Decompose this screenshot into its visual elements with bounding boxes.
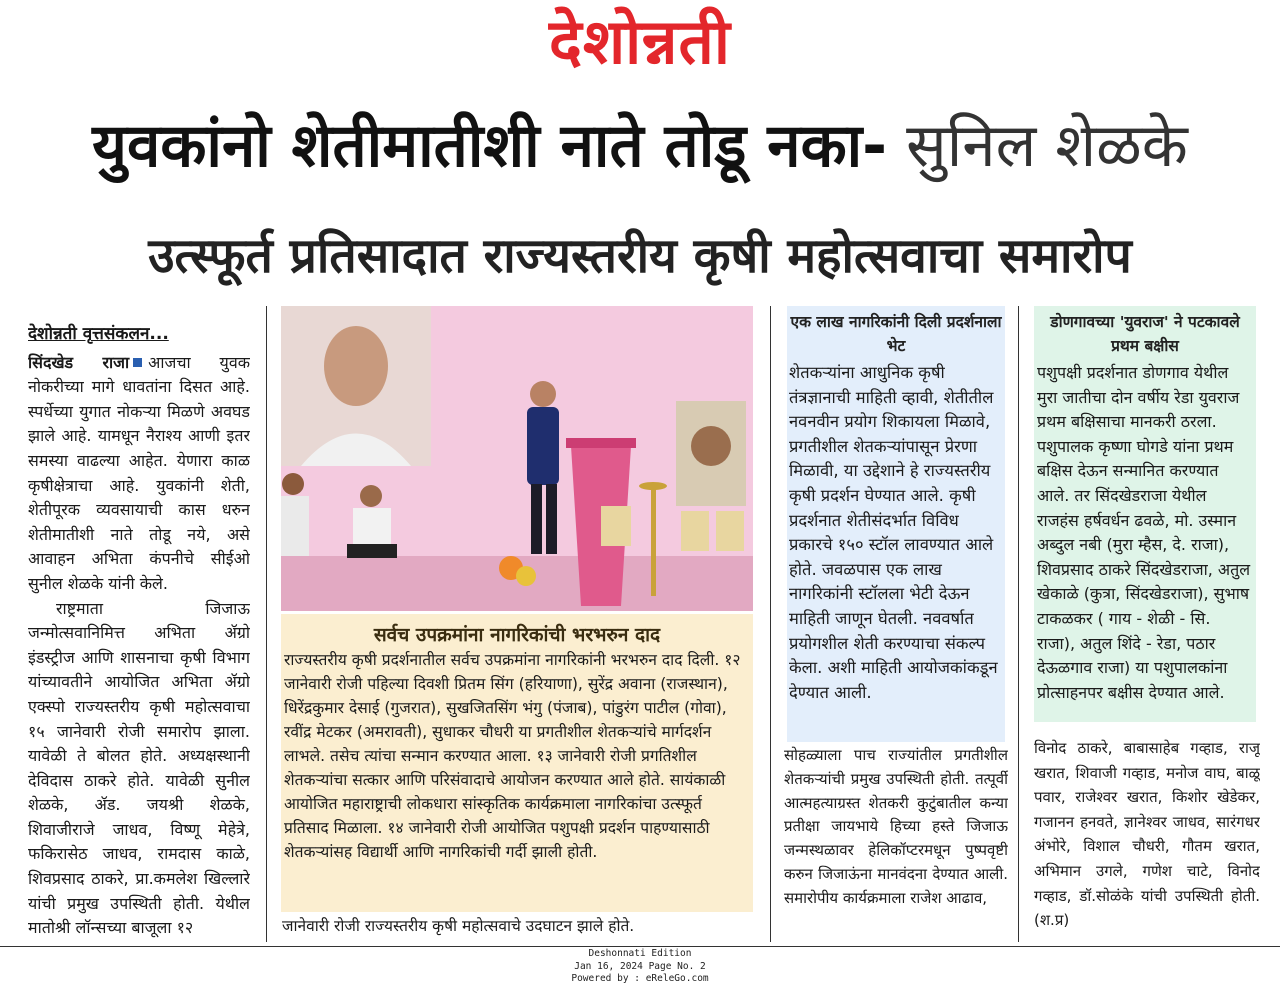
column-1 (28, 322, 250, 946)
byline: देशोन्नती वृत्तसंकलन... (28, 324, 169, 344)
seated-guest (281, 496, 309, 556)
col1-paragraph-2: राष्ट्रमाता जिजाऊ जन्मोत्सवानिमित्त अभिता ॲग्रो इंडस्ट्रीज आणि शासनाचा कृषी विभाग यांच्यावतीने आयोजित अभिता ॲग्रो एक्स्पो राज्यस्तरीय कृषी महोत्सवाचा १५ जानेवारी रोजी समारोप झाला. यावेळी ते बोलत होते. अध्यक्षस्थानी देविदास ठाकरे होते. यावेळी सुनील शेळके, ॲड. जयश्री शेळके, शिवाजीराजे जाधव, विष्णू मेहेत्रे, फकिरासेठ जाधव, रामदास काळे, शिवप्रसाद ठाकरे, प्रा.कमलेश खिल्लारे यांची प्रमुख उपस्थिती होती. येथील मातोश्री लॉन्सच्या बाजूला १२ (28, 598, 250, 938)
box4-title: डोणगावच्या 'युवराज' ने पटकावले प्रथम बक्षीस (1050, 313, 1240, 355)
column-4-below: विनोद ठाकरे, बाबासाहेब गव्हाड, राजू खरात, शिवाजी गव्हाड, मनोज वाघ, बाळू पवार, राजेश्वर खरात, किशोर खेडेकर, गजानन हनवते, ज्ञानेश्वर जाधव, सारंगधर अंभोरे, विशाल चौधरी, गौतम खरात, अभिमान उगले, गणेश चाटे, विनोद गव्हाड, डॉ.सोळंके यांची उपस्थिती होती. (श.प्र) (1034, 739, 1260, 930)
column-rule (266, 306, 267, 942)
speaker-body (527, 407, 559, 485)
speaker-head (530, 381, 556, 407)
box3-text: शेतकऱ्यांना आधुनिक कृषी तंत्रज्ञानाची माहिती व्हावी, शेतीतील नवनवीन प्रयोग शिकायला मिळावे, प्रगतीशील शेतकऱ्यांपासून प्रेरणा मिळावी, या उद्देशाने हे राज्यस्तरीय कृषी प्रदर्शन घेण्यात आले. कृषी प्रदर्शनात शेतीसंदर्भात विविध प्रकारचे १५० स्टॉल लावण्यात आले होते. जवळपास एक लाख नागरिकांनी स्टॉलला भेटी देऊन माहिती जाणून घेतली. नववर्षात प्रयोगशील शेती करण्याचा संकल्प केला. अशी माहिती आयोजकांकडून देण्यात आली. (789, 363, 998, 702)
caption-title: सर्वच उपक्रमांना नागरिकांची भरभरुन दाद (373, 624, 661, 646)
headline-name: सुनिल शेळके (887, 111, 1188, 181)
box4-text: पशुपक्षी प्रदर्शनात डोणगाव येथील मुरा जातीचा दोन वर्षीय रेडा युवराज प्रथम बक्षिसाचा मानकरी ठरला. पशुपालक कृष्णा घोगडे यांना प्रथम बक्षिस देऊन सन्मानित करण्यात आले. तर सिंदखेडराजा येथील राजहंस हर्षवर्धन ढवळे, मो. उस्मान अब्दुल नबी (मुरा म्हैस, दे. राजा), शिवप्रसाद ठाकरे सिंदखेडराजा, अतुल खेकाळे (कुत्रा, सिंदखेडराजा), सुभाष टाकळकर ( गाय - शेळी - सि. राजा), अतुल शिंदे - रेडा, पठार देऊळगाव राजा) या पशुपालकांना प्रोत्साहनपर बक्षीस देण्यात आले. (1037, 363, 1251, 702)
caption-text: राज्यस्तरीय कृषी प्रदर्शनातील सर्वच उपक्रमांना नागरिकांनी भरभरुन दाद दिली. १२ जानेवारी रोजी पहिल्या दिवशी प्रितम सिंग (हरियाणा), सुरेंद्र अवाना (राजस्थान), धिरेंद्रकुमार देसाई (गुजरात), सुखजितसिंग भंगु (पंजाब), पांडुरंग पाटील (गोवा), रवींद्र मेटकर (अमरावती), सुधाकर चौधरी या प्रगतीशील शेतकऱ्यांचे मार्गदर्शन लाभले. तसेच त्यांचा सन्मान करण्यात आला. १३ जानेवारी रोजी प्रगतिशील शेतकऱ्यांचा सत्कार आणि परिसंवादाचे आयोजन करण्यात आले होते. सायंकाळी आयोजित महाराष्ट्राची लोकधारा सांस्कृतिक कार्यक्रमाला नागरिकांचा उत्स्फूर्त प्रतिसाद मिळाला. १४ जानेवारी रोजी आयोजित पशुपक्षी प्रदर्शन पाहण्यासाठी शेतकऱ्यांसह विद्यार्थी आणि नागरिकांची गर्दी झाली होती. (284, 651, 741, 861)
box4-content (1037, 310, 1253, 720)
footer-rule (0, 946, 1280, 947)
footer-date-page: Jan 16, 2024 Page No. 2 (574, 960, 706, 972)
subheadline: उत्स्फूर्त प्रतिसादात राज्यस्तरीय कृषी महोत्सवाचा समारोप (148, 228, 1132, 284)
oil-lamp (651, 486, 656, 596)
footer-powered-link[interactable]: Powered by : eReleGo.com (571, 973, 709, 984)
column-rule (770, 306, 771, 942)
box3-content (789, 310, 1003, 740)
box3-title: एक लाख नागरिकांनी दिली प्रदर्शनाला भेट (790, 313, 1002, 355)
footer (0, 948, 1280, 986)
event-photo (281, 306, 753, 611)
screen-face (324, 326, 388, 406)
masthead-logo: देशोन्नती (549, 5, 731, 78)
headline (0, 96, 1280, 196)
footer-edition: Deshonnati Edition (588, 948, 692, 959)
column-2-tail: जानेवारी रोजी राज्यस्तरीय कृषी महोत्सवाचे उदघाटन झाले होते. (282, 917, 635, 935)
col1-paragraph-1: आजचा युवक नोकरीच्या मागे धावतांना दिसत आहे. स्पर्धेच्या युगात नोकऱ्या मिळणे अवघड झाले आहे. यामधून नैराश्य आणी इतर समस्या वाढल्या आहेत. येणारा काळ कृषीक्षेत्राचा आहे. युवकांनी शेती, शेतीपूरक व्यवसायाची कास धरुन शेतीमातीशी नाते तोडू नये, असे आवाहन अभिता कंपनीचे सीईओ सुनील शेळके यांनी केले. (28, 352, 250, 593)
dateline-bullet-icon (133, 358, 142, 367)
column-rule (1018, 306, 1019, 942)
stage-illustration (281, 306, 753, 611)
seated-guest (353, 508, 391, 548)
column-3-below: सोहळ्याला पाच राज्यांतील प्रगतीशील शेतकऱ्यांची प्रमुख उपस्थिती होती. तत्पूर्वी आत्महत्याग्रस्त शेतकरी कुटुंबातील कन्या प्रतीक्षा जायभाये हिच्या हस्ते जिजाऊ जन्मस्थळावर हेलिकॉप्टरमधून पुष्पवृष्टी करुन जिजाऊंना मानवंदना देण्यात आली. समारोपीय कार्यक्रमाला राजेश आढाव, (784, 746, 1008, 907)
headline-main: युवकांनो शेतीमातीशी नाते तोडू नका- (92, 111, 888, 181)
dateline-place: सिंदखेड राजा (28, 352, 130, 372)
